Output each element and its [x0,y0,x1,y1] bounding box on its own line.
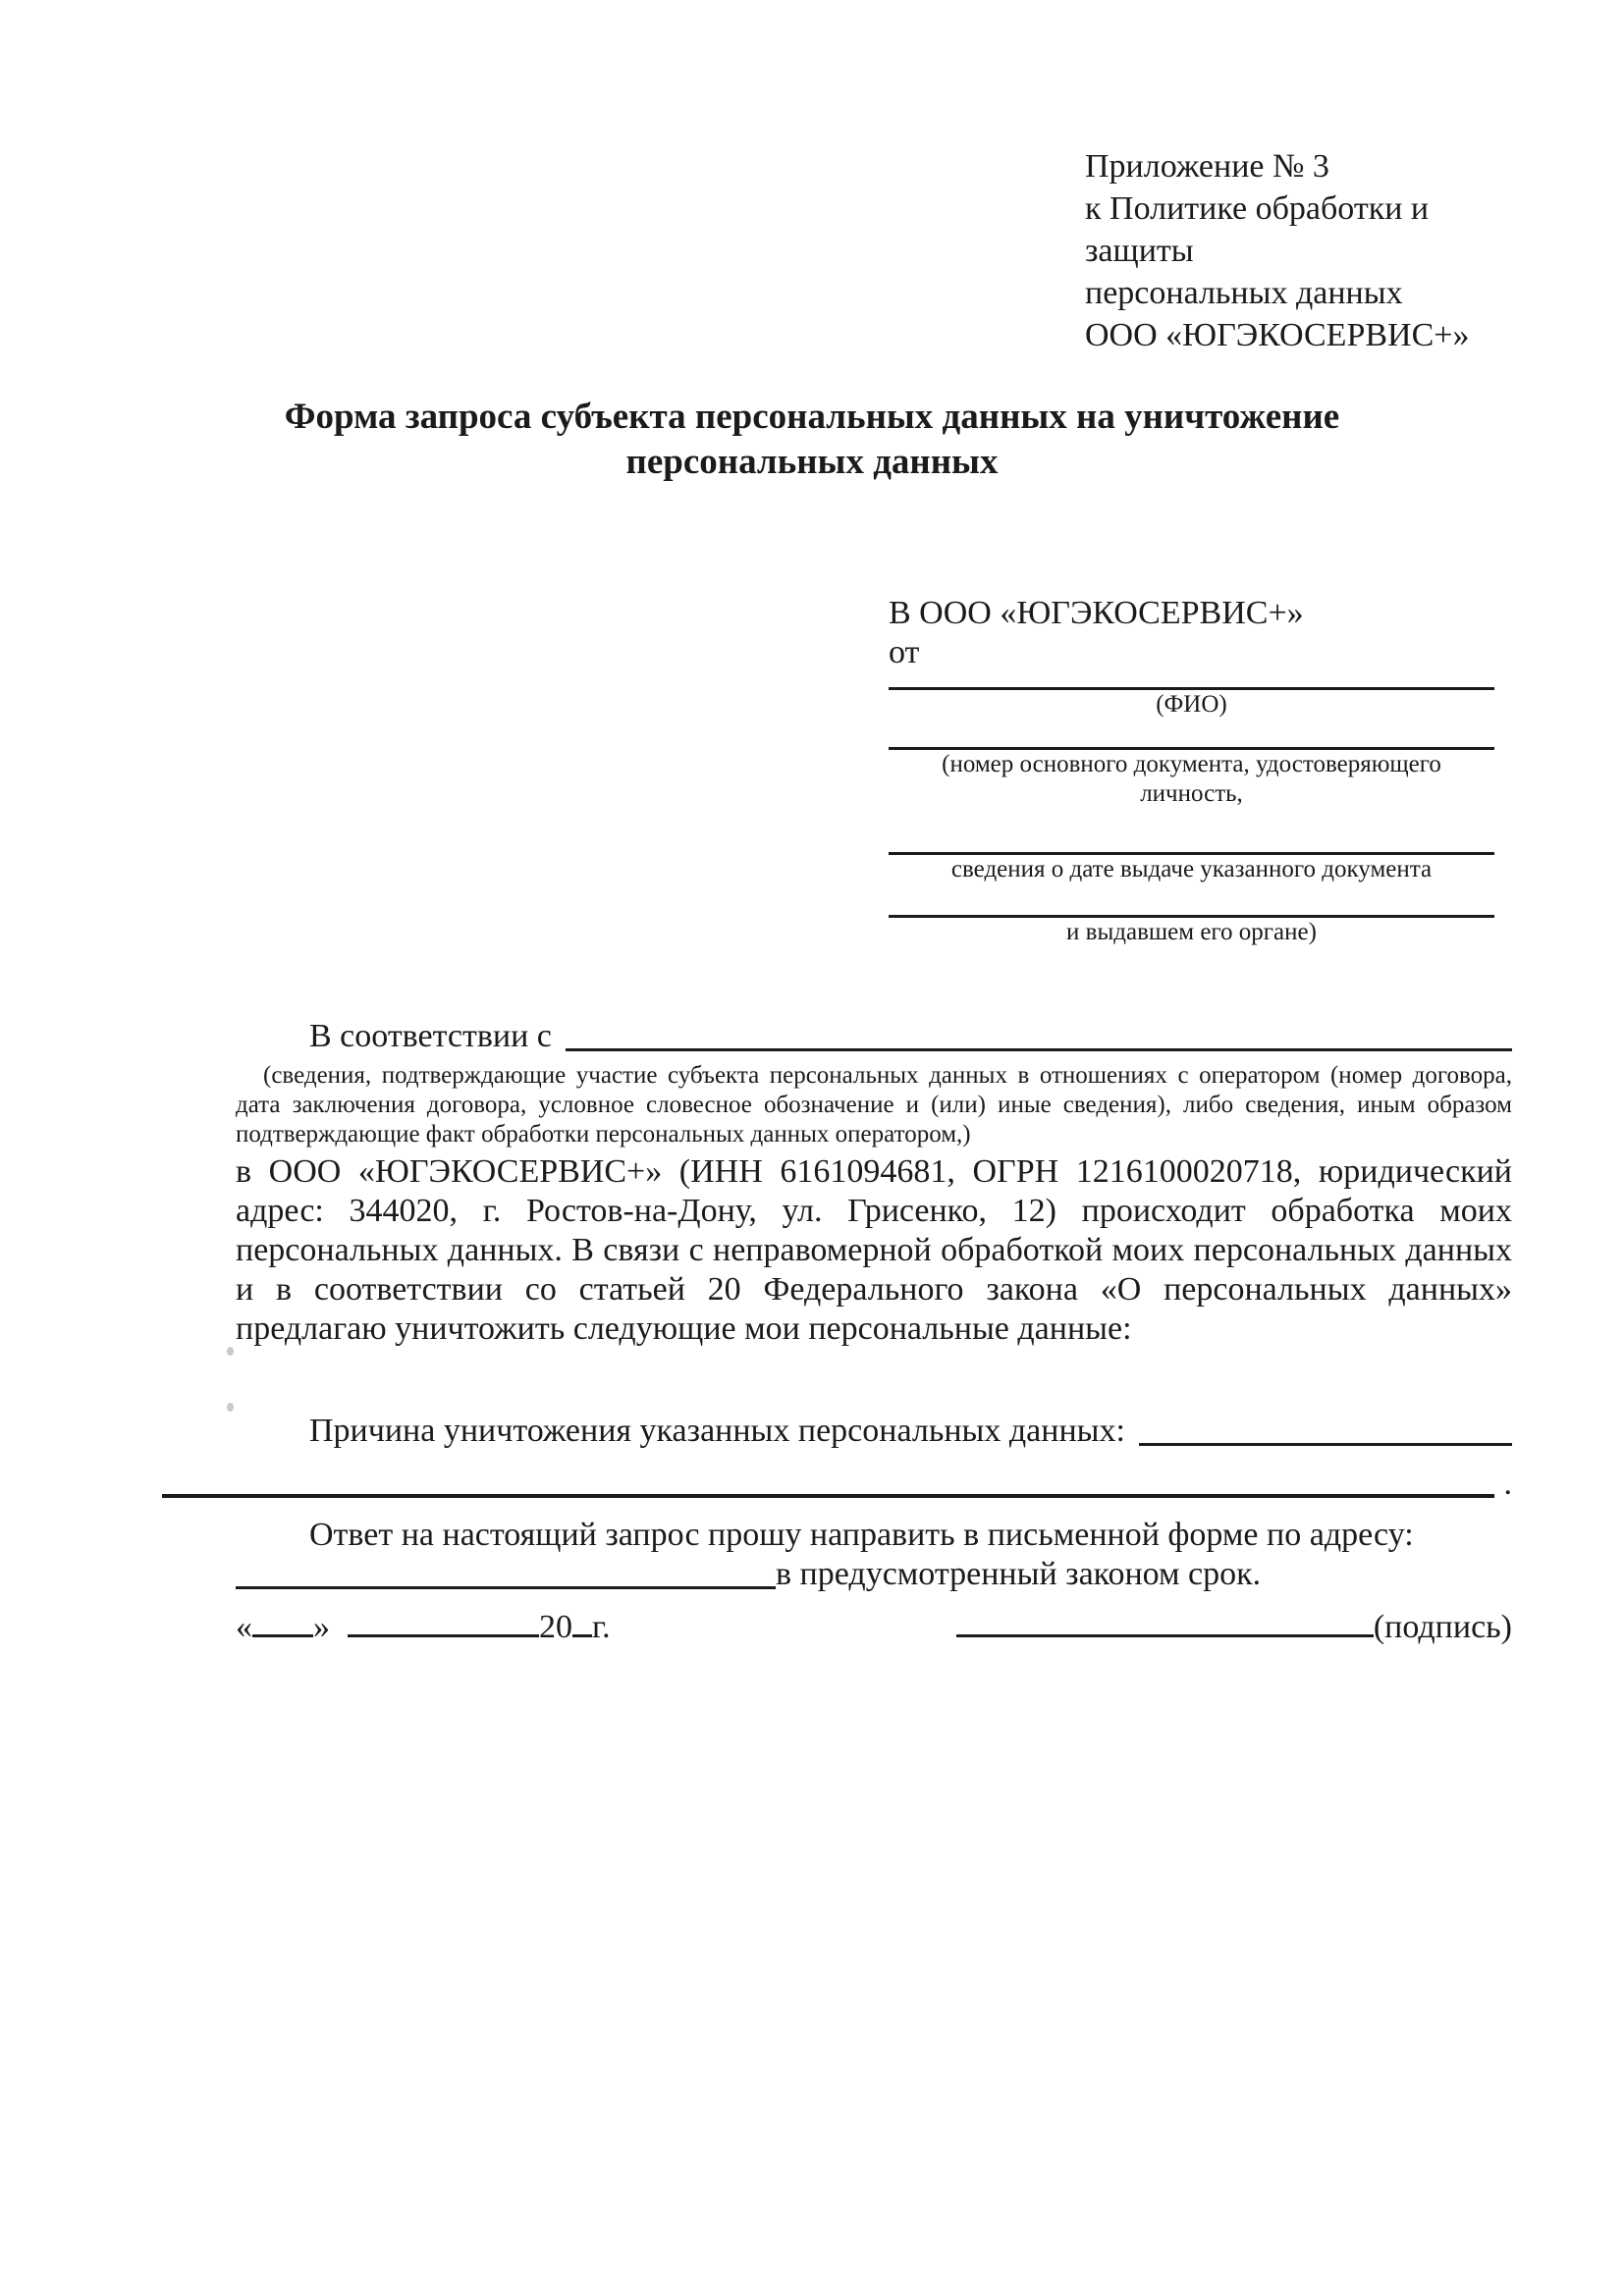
main-paragraph: в ООО «ЮГЭКОСЕРВИС+» (ИНН 6161094681, ОГРН 1216100020718, юридический адрес: 344020, г. Ростов-на-Дону, ул. Грисенко, 12) происходит обработка моих персональных данных. В связи с неправомерной обработкой моих персональных данных и в соответствии со статьей 20 Федерального закона «О персональных данных» предлагаю уничтожить следующие мои персональные данные: [236,1153,1512,1347]
annex-policy-line: к Политике обработки и защиты [1085,190,1430,269]
addressee-organization: В ООО «ЮГЭКОСЕРВИС+» [889,595,1304,631]
date-quote-open: « [236,1609,252,1645]
reason-period: . [1503,1466,1512,1502]
fio-caption: (ФИО) [1156,691,1227,718]
empty-bullet-dot [227,1347,234,1356]
issuer-caption: и выдавшем его органе) [1066,919,1317,945]
annex-header [1085,145,1507,356]
signature-caption: (подпись) [1373,1609,1512,1645]
date-year-suffix: г. [592,1609,611,1645]
response-tail: в предусмотренный законом срок. [776,1556,1262,1592]
date-day-fill-field[interactable] [252,1632,313,1637]
annex-policy-line-2: персональных данных [1085,275,1403,311]
reason-fill-field[interactable] [1139,1443,1512,1446]
id-doc-fill-field[interactable] [889,720,1494,750]
response-address-row [236,1555,1512,1594]
response-address-fill-field[interactable] [236,1586,776,1589]
reason-row [236,1412,1512,1451]
accordance-row [236,1017,1512,1056]
date-quote-close: » [313,1609,330,1645]
reason-continuation-row [236,1465,1512,1504]
body-text [236,1017,1512,1647]
issuer-fill-field[interactable] [889,884,1494,918]
id-doc-caption: (номер основного документа, удостоверяющего личность, [942,751,1441,807]
date-year: 20 [539,1609,572,1645]
response-lead: Ответ на настоящий запрос прошу направить в письменной форме по адресу: [309,1517,1414,1553]
date-year-fill-field[interactable] [572,1632,592,1637]
date-signature-row [236,1608,1512,1647]
empty-bullet-dot [227,1403,234,1412]
signature-fill-field[interactable] [956,1632,1374,1637]
page-title: Форма запроса субъекта персональных данных на уничтожение персональных данных [284,397,1340,482]
issue-date-caption: сведения о дате выдаче указанного документа [950,856,1433,882]
addressee-from-label: от [889,634,920,670]
reason-fill-field-line2[interactable] [162,1494,1494,1498]
accordance-caption: (сведения, подтверждающие участие субъекта персональных данных в отношениях с оператором (номер договора, дата заключения договора, условное словесное обозначение и (или) иные сведения), либо сведения, иным образом подтверждающие факт обработки персональных данных оператором,) [236,1062,1512,1148]
signature-group [956,1608,1512,1647]
fio-fill-field[interactable] [889,672,1494,690]
accordance-lead: В соответствии с [309,1018,552,1054]
date-month-fill-field[interactable] [348,1632,539,1637]
annex-number: Приложение № 3 [1085,148,1329,185]
issue-date-fill-field[interactable] [889,809,1494,855]
reason-lead: Причина уничтожения указанных персональных данных: [309,1413,1125,1449]
accordance-fill-field[interactable] [566,1048,1512,1051]
addressee-block [889,594,1494,947]
date-group [236,1608,611,1647]
annex-company-name: ООО «ЮГЭКОСЕРВИС+» [1085,317,1470,353]
